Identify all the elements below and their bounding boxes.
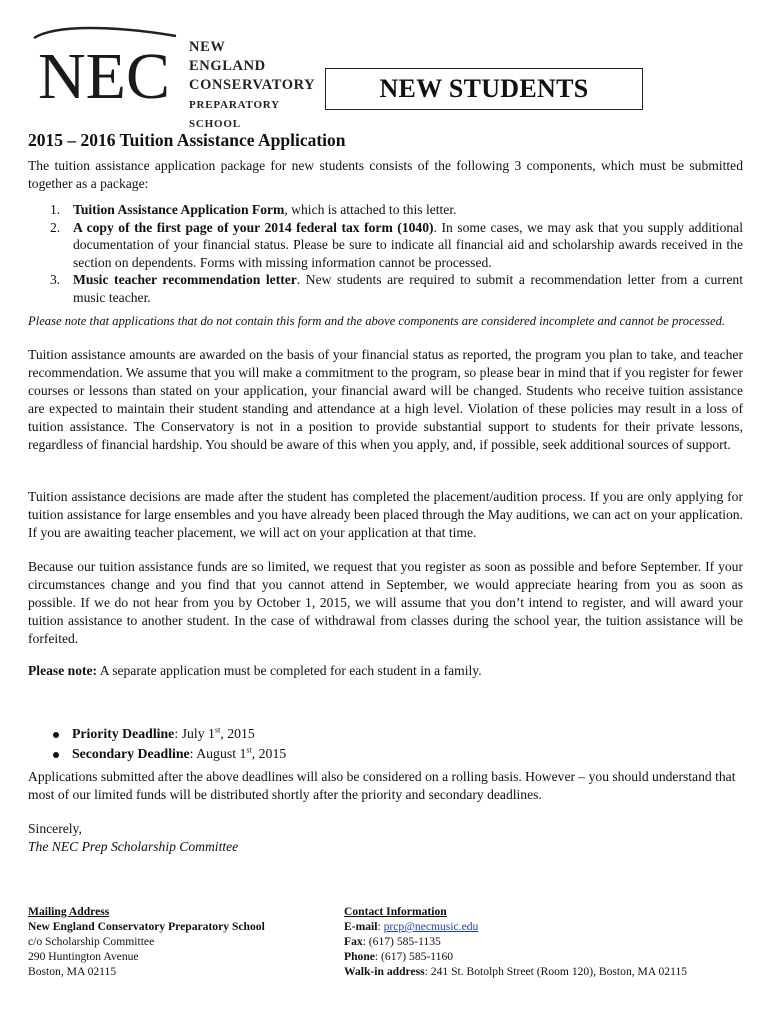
rolling-paragraph: Applications submitted after the above deadlines will also be considered on a rolling basis. However – you should understand that most of our limited funds will be distributed shortly after the priority and secondary deadlines. xyxy=(28,769,736,802)
fax-label: Fax xyxy=(344,935,363,948)
deadline-item xyxy=(28,744,286,764)
intro-paragraph: The tuition assistance application package for new students consists of the following 3 components, which must be submitted together as a package: xyxy=(28,158,743,191)
contact-email: E-mail: prcp@necmusic.edu xyxy=(344,920,479,933)
walkin-value: : 241 St. Botolph Street (Room 120), Boston, MA 02115 xyxy=(424,965,688,978)
mailing-address xyxy=(28,904,265,979)
title-box xyxy=(325,68,643,110)
phone-value: : (617) 585-1160 xyxy=(374,950,454,963)
logo-line-new: NEW xyxy=(189,39,226,55)
logo-line-conservatory: CONSERVATORY xyxy=(189,77,316,93)
contact-walkin xyxy=(344,964,687,979)
mailing-line: Boston, MA 02115 xyxy=(28,965,117,978)
ordinal-suffix: st xyxy=(246,745,252,755)
paragraph-register-early: Because our tuition assistance funds are so limited, we request that you register as soon as possible and before September. If your circumstances change and you find that you cannot attend in September, we would appreciate hearing from you as soon as possible. If we do not hear from you by October 1, 2015, we will assume that you don’t intend to register, and will award your tuition assistance to another student. In the case of withdrawal from classes during the school year, the tuition assistance will be forfeited. xyxy=(28,559,743,646)
contact-fax xyxy=(344,934,687,949)
please-note xyxy=(28,662,743,680)
bullet-icon xyxy=(53,732,59,738)
list-item-bold: Tuition Assistance Application Form xyxy=(73,202,285,217)
mailing-line: 290 Huntington Avenue xyxy=(28,950,139,963)
ordinal-suffix: st xyxy=(214,725,221,735)
deadline-label: Priority Deadline xyxy=(72,726,175,741)
application-heading: 2015 – 2016 Tuition Assistance Application xyxy=(28,130,346,150)
logo-line-england: ENGLAND xyxy=(189,58,266,74)
please-note-text: A separate application must be completed for each student in a family. xyxy=(97,663,482,678)
salutation: Sincerely, xyxy=(28,821,82,836)
paragraph-decisions: Tuition assistance decisions are made after the student has completed the placement/audition process. If you are only applying for tuition assistance for large ensembles and you have already been placed through the May auditions, we can act on your application. If you are awaiting teacher placement, we will act on your application at that time. xyxy=(28,489,743,540)
logo-line-prep: PREPARATORY SCHOOL xyxy=(189,99,280,130)
nec-logo xyxy=(26,26,326,130)
deadlines-list xyxy=(28,724,286,764)
contact-title: Contact Information xyxy=(344,905,447,918)
list-number: 1. xyxy=(50,202,61,217)
deadline-year: , 2015 xyxy=(251,746,287,761)
list-item xyxy=(28,201,743,219)
signature: The NEC Prep Scholarship Committee xyxy=(28,839,239,854)
bullet-icon xyxy=(53,752,59,758)
signature-block xyxy=(28,820,238,856)
walkin-label: Walk-in address xyxy=(344,965,425,978)
list-item xyxy=(28,219,743,272)
list-item xyxy=(28,271,743,306)
paragraph-award-basis: Tuition assistance amounts are awarded on the basis of your financial status as reported, the program you plan to take, and teacher recommendation. We assume that you will make a commitment to the program, so please bear in mind that if you register for fewer courses or lessons than stated on your application, your financial award will be changed. Students who receive tuition assistance are expected to maintain their student standing and attendance at a high level. Violation of these policies may result in a loss of tuition assistance. The Conservatory is not in a position to provide substantial support to students for their private lessons, regardless of financial hardship. You should be aware of this when you apply, and, if possible, seek additional sources of support. xyxy=(28,347,743,452)
incomplete-note: Please note that applications that do not contain this form and the above components are considered incomplete and cannot be processed. xyxy=(28,314,726,328)
mailing-line: c/o Scholarship Committee xyxy=(28,935,155,948)
list-item-text: . New students are required to submit a recommendation letter from a current music teacher. xyxy=(73,272,743,305)
components-list xyxy=(28,201,743,306)
list-item-text: . In some cases, we may ask that you supply additional documentation of your financial status. Please be sure to indicate all financial aid and scholarship awards received in the section on dependents. Forms with missing information cannot be processed. xyxy=(73,219,743,270)
deadline-date: : August 1 xyxy=(189,746,247,761)
list-number: 3. xyxy=(50,272,61,287)
svg-text:NEC: NEC xyxy=(38,40,170,113)
deadline-label: Secondary Deadline xyxy=(72,746,190,761)
deadline-year: , 2015 xyxy=(220,726,255,741)
fax-value: : (617) 585-1135 xyxy=(362,935,441,948)
contact-information xyxy=(344,904,687,979)
page-title: NEW STUDENTS xyxy=(379,74,589,103)
mailing-title: Mailing Address xyxy=(28,905,110,918)
deadline-date: : July 1 xyxy=(174,726,215,741)
list-item-bold: Music teacher recommendation letter xyxy=(73,272,297,287)
deadline-item xyxy=(28,724,286,744)
list-item-bold: A copy of the first page of your 2014 federal tax form (1040) xyxy=(73,219,434,235)
nec-logo-mark xyxy=(26,26,191,116)
contact-phone xyxy=(344,949,687,964)
email-link[interactable]: prcp@necmusic.edu xyxy=(383,920,479,933)
mailing-org: New England Conservatory Preparatory School xyxy=(28,920,265,933)
please-note-label: Please note: xyxy=(28,663,98,678)
list-number: 2. xyxy=(50,219,61,235)
phone-label: Phone xyxy=(344,950,375,963)
email-label: E-mail xyxy=(344,920,378,933)
list-item-text: , which is attached to this letter. xyxy=(284,202,457,217)
